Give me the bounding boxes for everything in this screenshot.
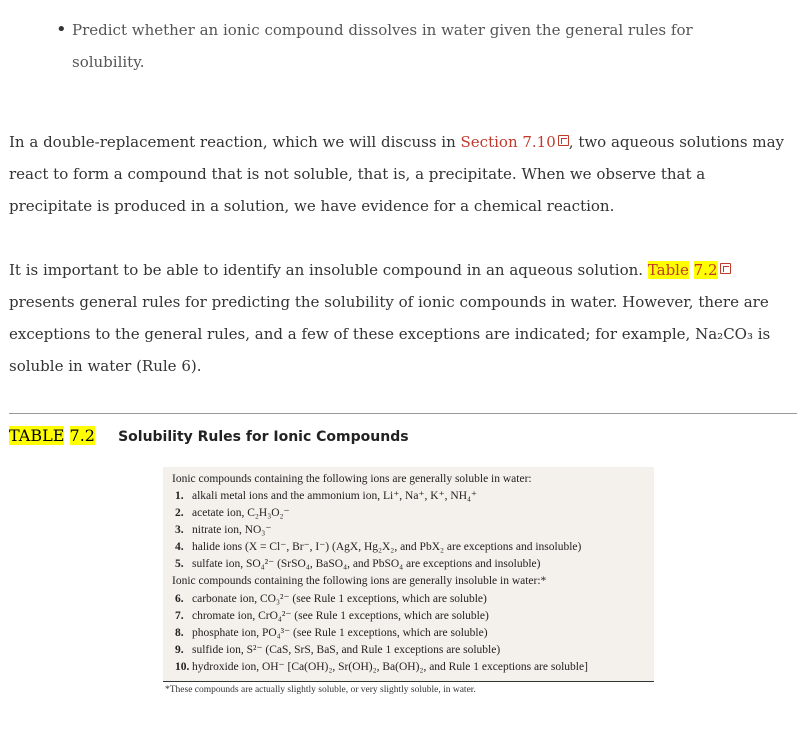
table-caption [9, 424, 409, 448]
rule-text: hydroxide ion, OH⁻ [Ca(OH)₂, Sr(OH)₂, Ba(OH)₂, and Rule 1 exceptions are soluble] [192, 661, 588, 673]
rule-row [175, 659, 588, 676]
rule-number: 7. [175, 610, 184, 622]
rule-number: 1. [175, 490, 184, 502]
rule-text: chromate ion, CrO₄²⁻ (see Rule 1 exceptions, which are soluble) [192, 610, 489, 622]
table-title: Solubility Rules for Ionic Compounds [118, 429, 409, 445]
paragraph1-text-before: In a double-replacement reaction, which we will discuss in [9, 133, 461, 151]
external-link-icon[interactable] [558, 135, 569, 146]
rule-text: sulfate ion, SO₄²⁻ (SrSO₄, BaSO₄, and PbSO₄ are exceptions and insoluble) [192, 558, 541, 570]
rule-row [175, 556, 540, 573]
soluble-header: Ionic compounds containing the following ions are generally soluble in water: [172, 473, 532, 485]
rule-number: 3. [175, 524, 184, 536]
table-footnote: *These compounds are actually slightly soluble, or very slightly soluble, in water. [165, 685, 476, 695]
table-link-number[interactable]: 7.2 [693, 261, 718, 279]
section-7-10-link[interactable] [461, 133, 569, 151]
insoluble-header: Ionic compounds containing the following ions are generally insoluble in water:* [172, 575, 547, 587]
rule-number: 2. [175, 507, 184, 519]
rule-text: carbonate ion, CO₃²⁻ (see Rule 1 exceptions, which are soluble) [192, 593, 487, 605]
rule-text: nitrate ion, NO₃⁻ [192, 524, 272, 536]
paragraph2-text-before: It is important to be able to identify an insoluble compound in an aqueous solution. [9, 261, 648, 279]
paragraph2-text-after: presents general rules for predicting the solubility of ionic compounds in water. However, there are exceptions to the general rules, and a few of these exceptions are indicated; for example, [9, 293, 769, 343]
sodium-carbonate-formula: Na₂CO₃ [695, 325, 753, 343]
external-link-icon[interactable] [720, 263, 731, 274]
bullet-icon: • [56, 19, 67, 40]
rule-row [175, 591, 487, 608]
rule-number: 5. [175, 558, 184, 570]
objective-text: Predict whether an ionic compound dissolves in water given the general rules for solubility. [72, 21, 693, 71]
rule-row [175, 488, 477, 505]
rule-number: 10. [175, 661, 190, 673]
table-label-word: TABLE [9, 426, 65, 445]
rule-number: 4. [175, 541, 184, 553]
solubility-rules-table [163, 467, 654, 682]
section-divider [9, 413, 797, 414]
learning-objective [48, 14, 768, 78]
rule-row [175, 539, 581, 556]
paragraph2-text-tail: is soluble in water (Rule 6). [9, 325, 771, 375]
rule-text: sulfide ion, S²⁻ (CaS, SrS, BaS, and Rule 1 exceptions are soluble) [192, 644, 501, 656]
rule-text: phosphate ion, PO₄³⁻ (see Rule 1 exceptions, which are soluble) [192, 627, 488, 639]
rule-number: 8. [175, 627, 184, 639]
rule-text: acetate ion, C₂H₃O₂⁻ [192, 507, 290, 519]
rule-row [175, 608, 489, 625]
paragraph-insoluble-compound [9, 254, 789, 382]
rule-number: 6. [175, 593, 184, 605]
rule-row [175, 642, 500, 659]
rule-text: alkali metal ions and the ammonium ion, Li⁺, Na⁺, K⁺, NH₄⁺ [192, 490, 478, 502]
rule-row [175, 505, 290, 522]
table-link-word[interactable]: Table [647, 261, 689, 279]
rule-number: 9. [175, 644, 184, 656]
section-link-text[interactable]: Section 7.10 [460, 133, 556, 151]
paragraph-double-replacement [9, 126, 789, 222]
rule-row [175, 625, 488, 642]
table-label-number: 7.2 [69, 426, 95, 445]
paragraph1-text-after: , two aqueous solutions may react to form a compound that is not soluble, that is, a precipitate. When we observe that a precipitate is produced in a solution, we have evidence for a chemical reaction. [9, 133, 785, 215]
rule-text: halide ions (X = Cl⁻, Br⁻, I⁻) (AgX, Hg₂X₂, and PbX₂ are exceptions and insoluble) [192, 541, 582, 553]
rule-row [175, 522, 271, 539]
table-7-2-link[interactable] [648, 261, 731, 279]
